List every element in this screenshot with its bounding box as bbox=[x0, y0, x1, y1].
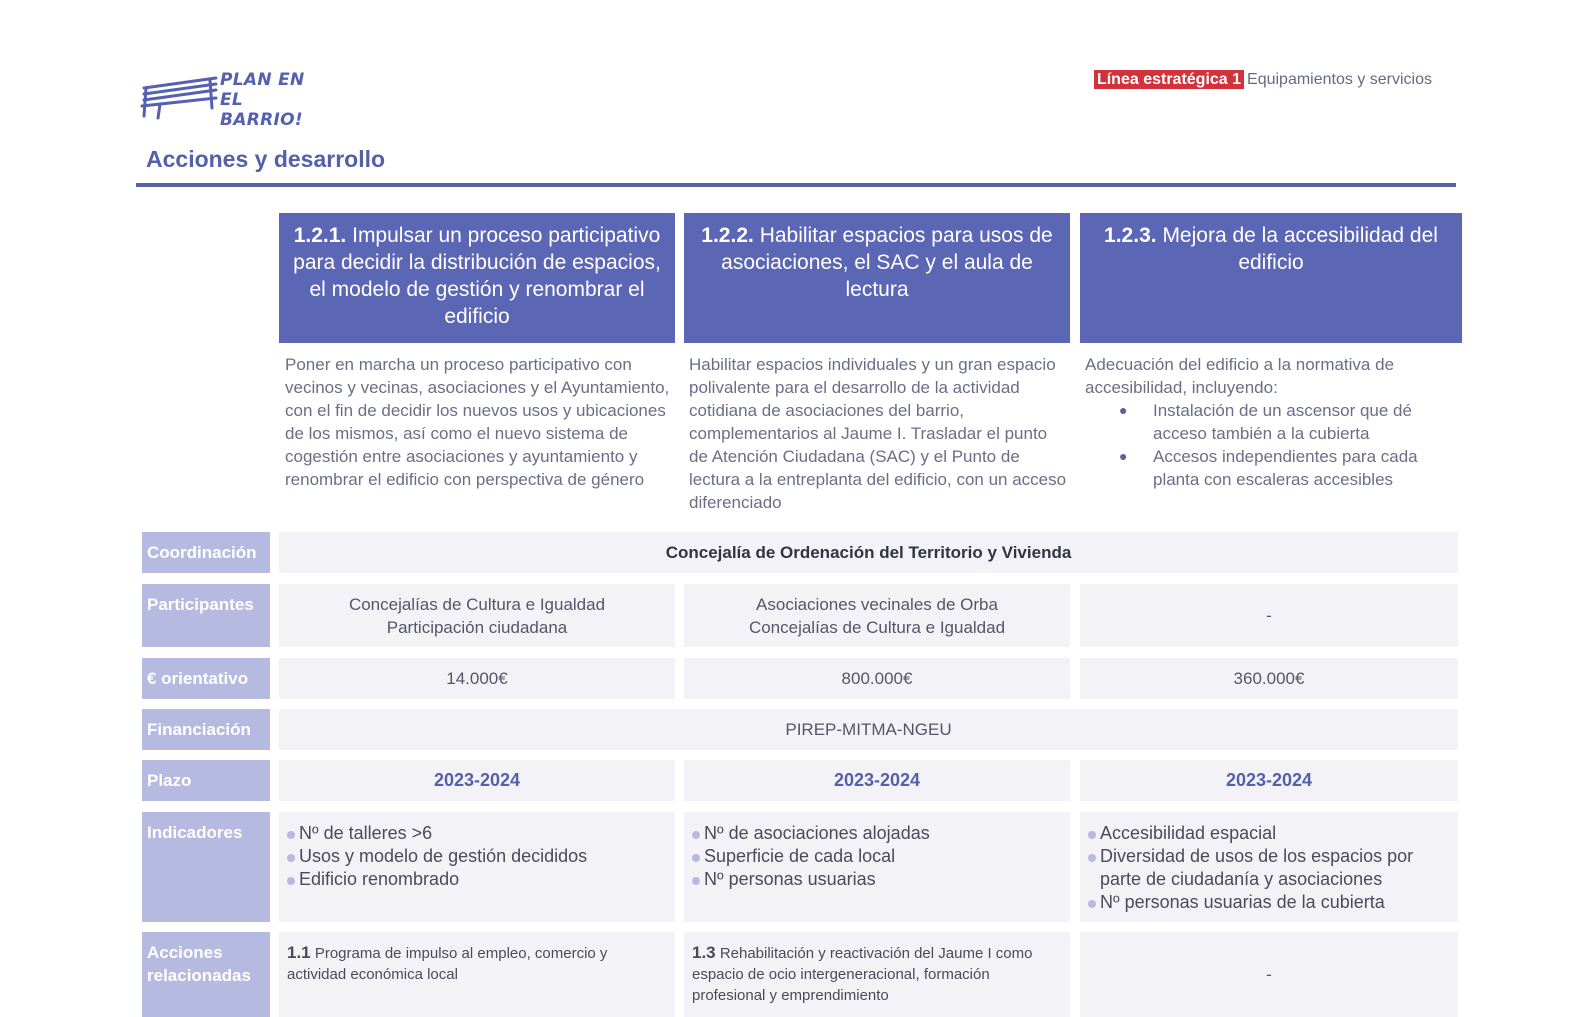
action-title: Mejora de la accesibilidad del edificio bbox=[1162, 224, 1438, 274]
bench-icon bbox=[140, 72, 220, 120]
related-action-text: Rehabilitación y reactivación del Jaume I como espacio de ocio intergeneracional, formación profesional y emprendimiento bbox=[692, 945, 1033, 1004]
action-description-3 bbox=[1085, 353, 1461, 491]
indicadores-cell-2 bbox=[684, 812, 1070, 922]
participant-line: Concejalías de Cultura e Igualdad bbox=[348, 594, 606, 614]
list-item: Diversidad de usos de los espacios por parte de ciudadanía y asociaciones bbox=[1088, 845, 1450, 891]
row-label-indicadores: Indicadores bbox=[142, 812, 270, 922]
indicator-list bbox=[287, 822, 587, 891]
list-item: ● Instalación de un ascensor que dé acceso también a la cubierta bbox=[1153, 399, 1461, 445]
orientativo-cell-2: 800.000€ bbox=[684, 658, 1070, 699]
related-action bbox=[692, 942, 1062, 1006]
strategic-line bbox=[1094, 68, 1432, 92]
related-action-code: 1.1 bbox=[287, 943, 311, 962]
action-number: 1.2.2. bbox=[701, 224, 754, 247]
related-action bbox=[287, 942, 667, 985]
logo-line-2: EL BARRIO! bbox=[220, 90, 303, 130]
label-line: relacionadas bbox=[147, 966, 251, 985]
list-item: Superficie de cada local bbox=[692, 845, 930, 868]
action-number: 1.2.1. bbox=[293, 224, 347, 247]
action-header-2 bbox=[684, 213, 1070, 343]
list-item: Nº de talleres >6 bbox=[287, 822, 587, 845]
relacionadas-cell-2 bbox=[684, 932, 1070, 1017]
indicator-list bbox=[692, 822, 930, 891]
participant-line: Asociaciones vecinales de Orba bbox=[756, 594, 998, 614]
list-item: Nº personas usuarias de la cubierta bbox=[1088, 891, 1450, 914]
row-label-orientativo: € orientativo bbox=[142, 658, 270, 699]
relacionadas-cell-3: - bbox=[1080, 932, 1458, 1017]
action-description-bullets bbox=[1085, 399, 1461, 491]
action-header-1 bbox=[279, 213, 675, 343]
related-action-code: 1.3 bbox=[692, 943, 716, 962]
list-item: Nº personas usuarias bbox=[692, 868, 930, 891]
section-title: Acciones y desarrollo bbox=[146, 146, 386, 172]
logo bbox=[140, 68, 320, 130]
list-item: Edificio renombrado bbox=[287, 868, 587, 891]
row-label-relacionadas bbox=[142, 932, 270, 1017]
financiacion-value: PIREP-MITMA-NGEU bbox=[279, 709, 1458, 750]
participantes-cell-1 bbox=[279, 584, 675, 647]
action-title: Impulsar un proceso participativo para decidir la distribución de espacios, el modelo de gestión y renombrar el edificio bbox=[293, 224, 661, 328]
participantes-cell-3: - bbox=[1080, 584, 1458, 647]
logo-text bbox=[220, 70, 330, 130]
list-item: Nº de asociaciones alojadas bbox=[692, 822, 930, 845]
action-description-intro: Adecuación del edificio a la normativa de accesibilidad, incluyendo: bbox=[1085, 355, 1395, 397]
label-line: Acciones bbox=[147, 943, 223, 962]
strategic-title: Equipamientos y servicios bbox=[1247, 71, 1432, 88]
plazo-cell-2: 2023-2024 bbox=[684, 760, 1070, 801]
participant-line: Concejalías de Cultura e Igualdad bbox=[748, 617, 1006, 637]
strategic-badge: Línea estratégica 1 bbox=[1094, 70, 1244, 89]
list-item: Accesibilidad espacial bbox=[1088, 822, 1450, 845]
related-action-text: Programa de impulso al empleo, comercio y actividad económica local bbox=[287, 945, 608, 983]
indicator-list bbox=[1088, 822, 1450, 914]
participant-line: Participación ciudadana bbox=[386, 617, 568, 637]
action-header-3 bbox=[1080, 213, 1462, 343]
plazo-cell-1: 2023-2024 bbox=[279, 760, 675, 801]
action-title: Habilitar espacios para usos de asociaciones, el SAC y el aula de lectura bbox=[721, 224, 1053, 301]
row-label-coordinacion: Coordinación bbox=[142, 532, 270, 573]
relacionadas-cell-1 bbox=[279, 932, 675, 1017]
row-label-financiacion: Financiación bbox=[142, 709, 270, 750]
indicadores-cell-3 bbox=[1080, 812, 1458, 922]
list-item: ● Accesos independientes para cada planta con escaleras accesibles bbox=[1153, 445, 1461, 491]
action-number: 1.2.3. bbox=[1104, 224, 1157, 247]
coordinacion-value: Concejalía de Ordenación del Territorio y Vivienda bbox=[279, 532, 1458, 573]
action-description-2: Habilitar espacios individuales y un gran espacio polivalente para el desarrollo de la actividad cotidiana de asociaciones del barrio, complementarios al Jaume I. Trasladar el punto de Atención Ciudadana (SAC) y el Punto de lectura a la entreplanta del edificio, con un acceso diferenciado bbox=[689, 355, 1067, 512]
section-divider bbox=[136, 183, 1456, 187]
row-label-plazo: Plazo bbox=[142, 760, 270, 801]
participantes-cell-2 bbox=[684, 584, 1070, 647]
action-description-1: Poner en marcha un proceso participativo con vecinos y vecinas, asociaciones y el Ayuntamiento, con el fin de decidir los nuevos usos y ubicaciones de los mismos, así como el nuevo sistema de cogestión entre asociaciones y ayuntamiento y renombrar el edificio con perspectiva de género bbox=[285, 355, 670, 489]
list-item: Usos y modelo de gestión decididos bbox=[287, 845, 587, 868]
row-label-participantes: Participantes bbox=[142, 584, 270, 647]
logo-line-1: PLAN EN bbox=[220, 70, 305, 90]
orientativo-cell-1: 14.000€ bbox=[279, 658, 675, 699]
orientativo-cell-3: 360.000€ bbox=[1080, 658, 1458, 699]
indicadores-cell-1 bbox=[279, 812, 675, 922]
plazo-cell-3: 2023-2024 bbox=[1080, 760, 1458, 801]
